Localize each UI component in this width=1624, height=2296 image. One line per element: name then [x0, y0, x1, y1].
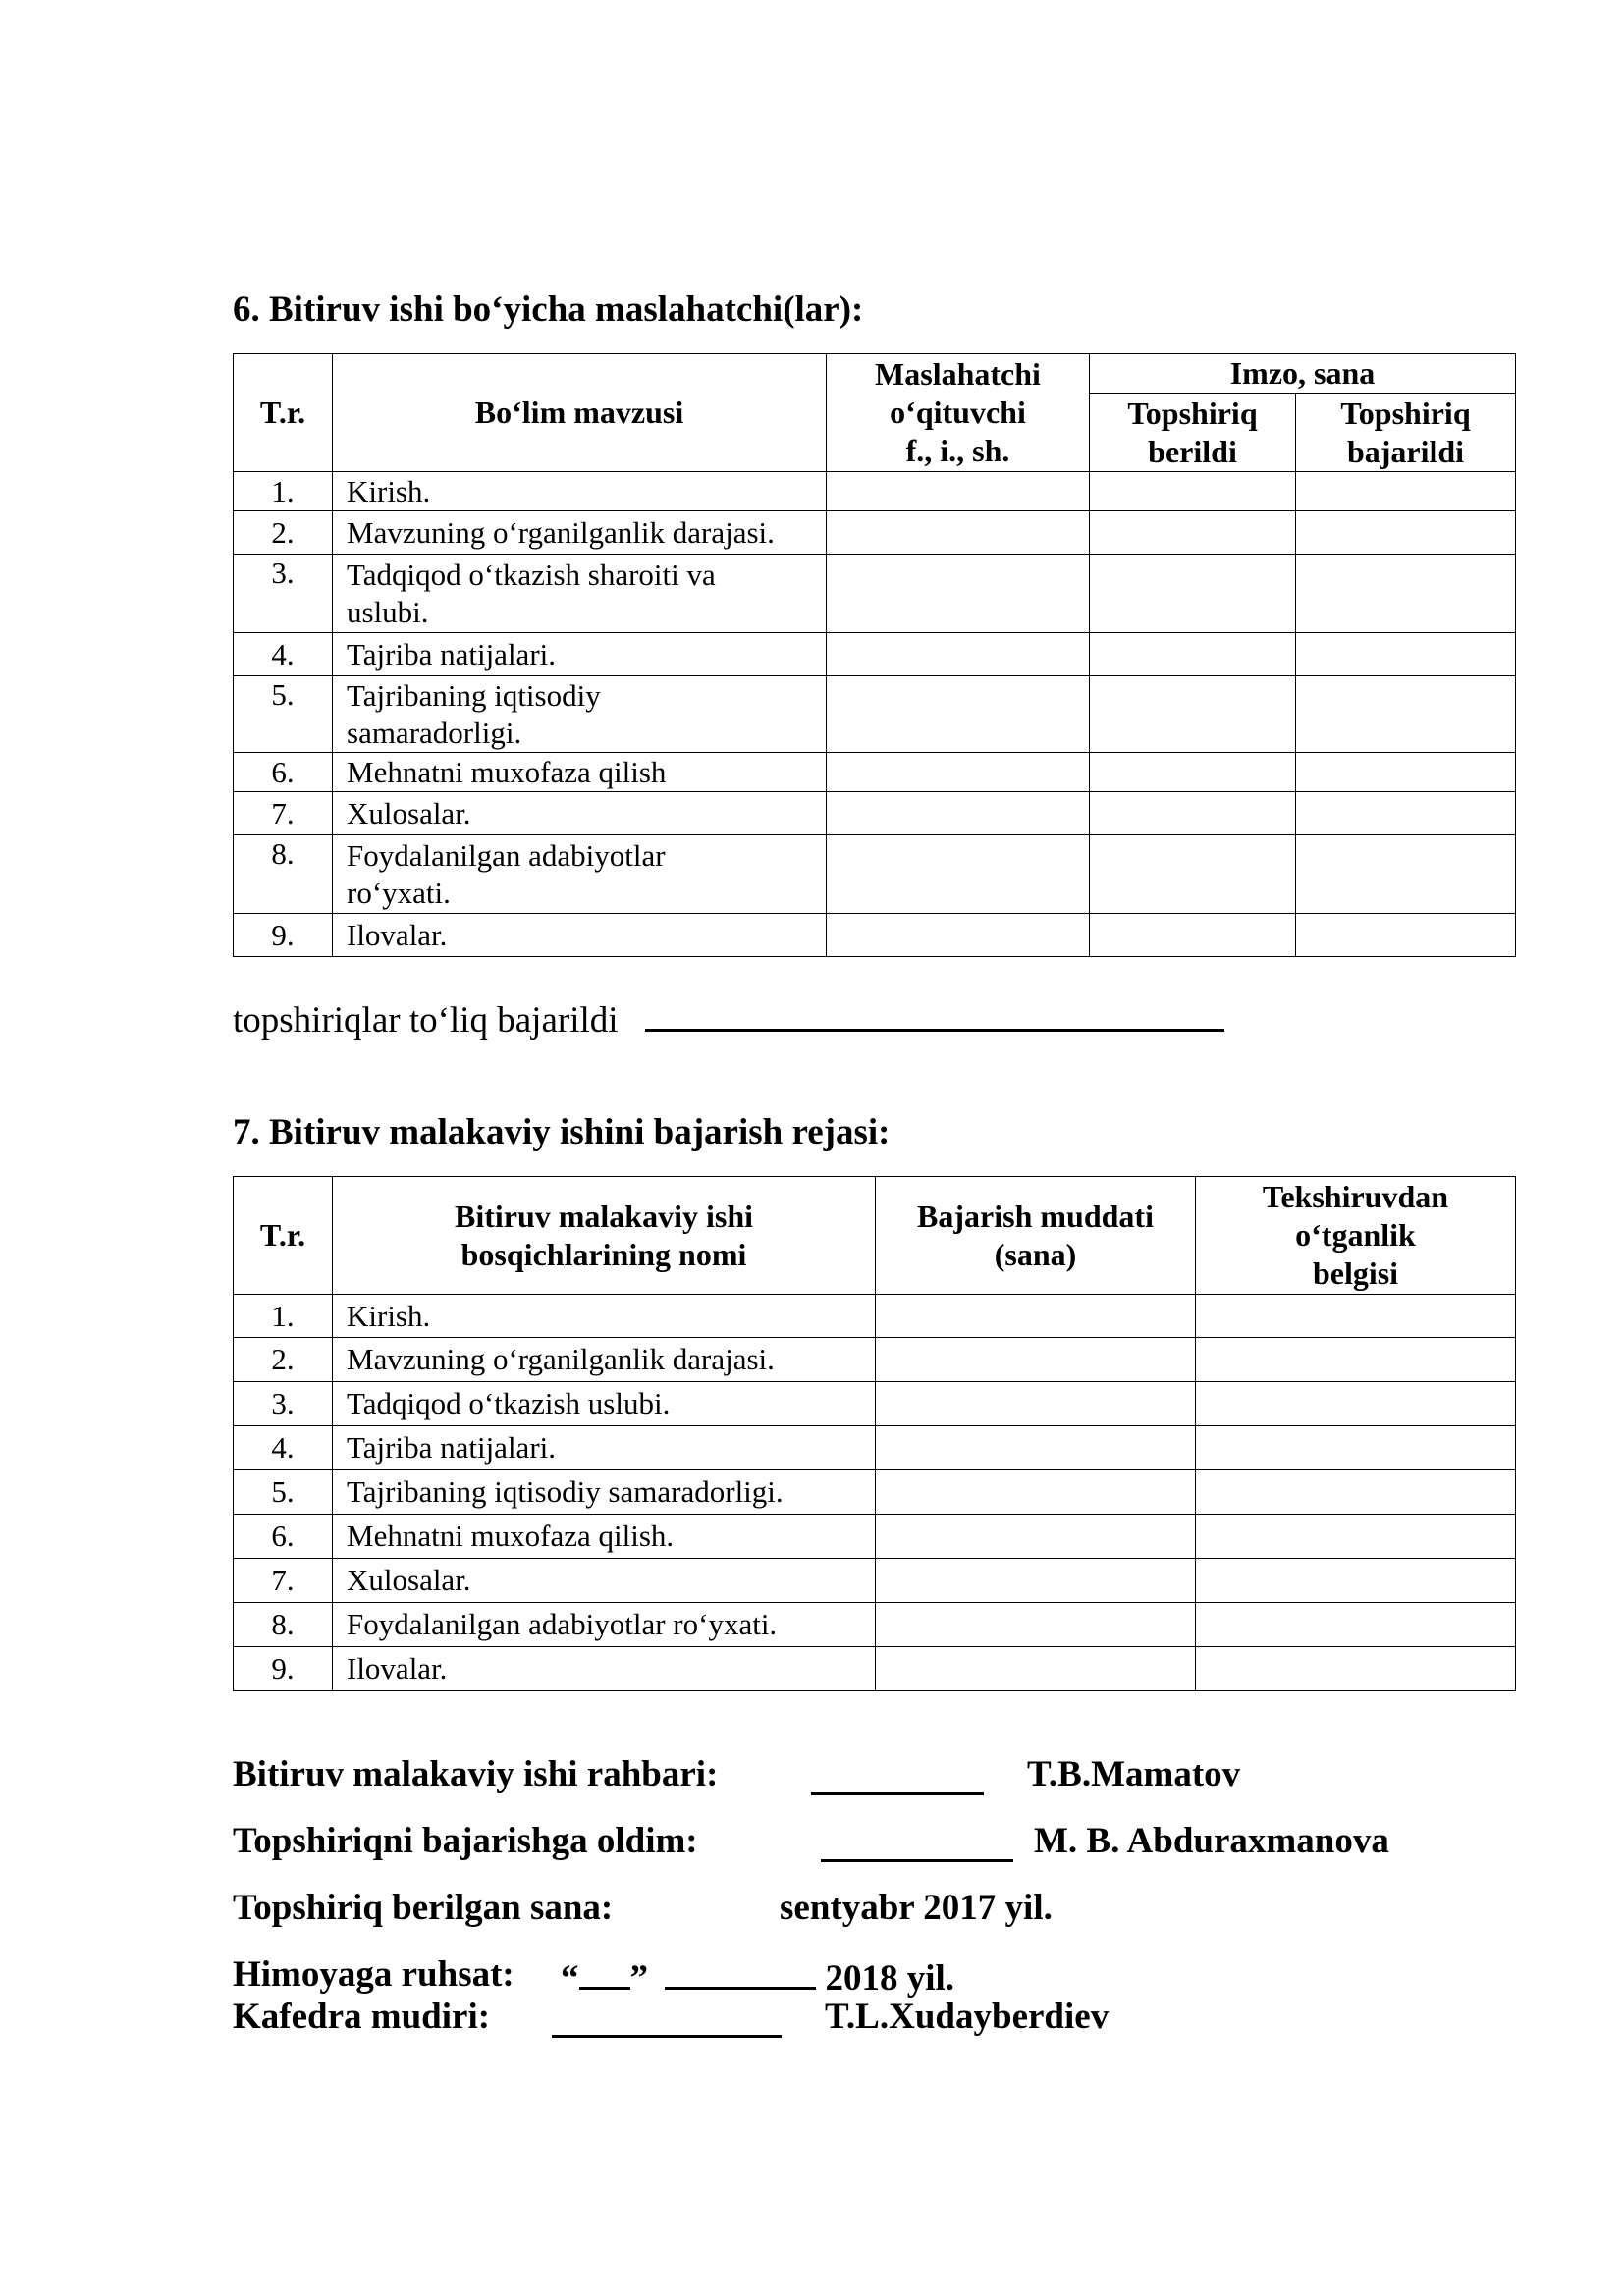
- row-topic-line: ro‘yxati.: [347, 875, 451, 910]
- deadline-cell[interactable]: [876, 1515, 1196, 1559]
- supervisor-signature-blank[interactable]: [811, 1753, 984, 1795]
- col-header-stage: [333, 1177, 876, 1295]
- row-topic: Kirish.: [333, 472, 827, 511]
- row-stage: Tadqiqod o‘tkazish uslubi.: [333, 1382, 876, 1426]
- given-cell[interactable]: [1090, 555, 1296, 633]
- row-topic: Ilovalar.: [333, 914, 827, 957]
- row-stage: Tajriba natijalari.: [333, 1426, 876, 1470]
- close-quote: ”: [629, 1958, 648, 1999]
- adviser-cell[interactable]: [827, 555, 1090, 633]
- defense-permission-label: Himoyaga ruhsat:: [233, 1954, 514, 1995]
- table-row: [234, 753, 1516, 792]
- supervisor-label: Bitiruv malakaviy ishi rahbari:: [233, 1754, 719, 1794]
- given-cell[interactable]: [1090, 835, 1296, 914]
- done-cell[interactable]: [1296, 835, 1516, 914]
- row-topic-line: Tadqiqod o‘tkazish sharoiti va: [347, 557, 716, 592]
- row-number: 8.: [234, 835, 333, 914]
- col-header-tr: T.r.: [234, 354, 333, 472]
- table-row: [234, 472, 1516, 511]
- col-header-topic: Bo‘lim mavzusi: [333, 354, 827, 472]
- stage-header-line: Bitiruv malakaviy ishi: [454, 1198, 754, 1234]
- done-cell[interactable]: [1296, 914, 1516, 957]
- row-topic: Tajriba natijalari.: [333, 633, 827, 676]
- done-cell[interactable]: [1296, 555, 1516, 633]
- table-row: [234, 792, 1516, 835]
- row-number: 7.: [234, 792, 333, 835]
- section-7-heading: 7. Bitiruv malakaviy ishini bajarish rejasi:: [233, 1112, 891, 1152]
- table-row: [234, 1603, 1516, 1647]
- open-quote: “: [561, 1958, 579, 1999]
- supervisor-name: T.B.Mamatov: [1027, 1754, 1241, 1794]
- deadline-cell[interactable]: [876, 1603, 1196, 1647]
- col-header-sign-date: Imzo, sana: [1090, 354, 1516, 394]
- row-stage: Kirish.: [333, 1295, 876, 1338]
- adviser-header-line: Maslahatchi: [875, 356, 1041, 392]
- table-row: [234, 914, 1516, 957]
- check-cell[interactable]: [1196, 1515, 1516, 1559]
- task-given-line: berildi: [1148, 433, 1237, 469]
- given-cell[interactable]: [1090, 472, 1296, 511]
- row-number: 6.: [234, 1515, 333, 1559]
- given-cell[interactable]: [1090, 914, 1296, 957]
- task-date-value: sentyabr 2017 yil.: [780, 1888, 1053, 1928]
- row-stage: Mehnatni muxofaza qilish.: [333, 1515, 876, 1559]
- deadline-cell[interactable]: [876, 1426, 1196, 1470]
- task-date-label: Topshiriq berilgan sana:: [233, 1888, 614, 1928]
- done-cell[interactable]: [1296, 633, 1516, 676]
- deadline-cell[interactable]: [876, 1338, 1196, 1382]
- table-row: [234, 1426, 1516, 1470]
- tasks-completed-line: [233, 999, 1224, 1042]
- student-label: Topshiriqni bajarishga oldim:: [233, 1821, 698, 1861]
- row-topic: Xulosalar.: [333, 792, 827, 835]
- department-head-label: Kafedra mudiri:: [233, 1997, 491, 2037]
- work-plan-header-row: [234, 1177, 1516, 1295]
- table-row: [234, 1559, 1516, 1603]
- col-header-deadline: [876, 1177, 1196, 1295]
- defense-month-blank[interactable]: [665, 1953, 816, 1990]
- row-stage: Foydalanilgan adabiyotlar ro‘yxati.: [333, 1603, 876, 1647]
- check-cell[interactable]: [1196, 1559, 1516, 1603]
- deadline-cell[interactable]: [876, 1647, 1196, 1691]
- col-header-task-given: [1090, 394, 1296, 472]
- row-topic-line: uslubi.: [347, 594, 429, 629]
- stage-header-line: bosqichlarining nomi: [460, 1236, 747, 1272]
- row-topic: Mehnatni muxofaza qilish: [333, 753, 827, 792]
- table-row: [234, 676, 1516, 753]
- department-head-name: T.L.Xudayberdiev: [825, 1997, 1110, 2037]
- deadline-cell[interactable]: [876, 1295, 1196, 1338]
- adviser-cell[interactable]: [827, 792, 1090, 835]
- work-plan-table: [233, 1176, 1516, 1691]
- table-row: [234, 1295, 1516, 1338]
- adviser-cell[interactable]: [827, 753, 1090, 792]
- row-number: 5.: [234, 1470, 333, 1515]
- table-row: [234, 555, 1516, 633]
- check-header-line: belgisi: [1312, 1255, 1399, 1291]
- row-number: 8.: [234, 1603, 333, 1647]
- table-row: [234, 1515, 1516, 1559]
- check-cell[interactable]: [1196, 1603, 1516, 1647]
- student-signature-blank[interactable]: [821, 1820, 1013, 1862]
- section-6-heading: 6. Bitiruv ishi bo‘yicha maslahatchi(lar):: [233, 290, 864, 330]
- student-name: M. B. Abduraxmanova: [1034, 1821, 1389, 1861]
- task-done-line: Topshiriq: [1340, 395, 1471, 431]
- check-header-line: o‘tganlik: [1295, 1217, 1416, 1253]
- defense-date-line: [561, 1953, 954, 2001]
- adviser-cell[interactable]: [827, 676, 1090, 753]
- row-topic-line: samaradorligi.: [347, 715, 522, 750]
- row-number: 3.: [234, 1382, 333, 1426]
- deadline-header-line: Bajarish muddati: [917, 1198, 1154, 1234]
- deadline-cell[interactable]: [876, 1470, 1196, 1515]
- row-topic: [333, 835, 827, 914]
- check-cell[interactable]: [1196, 1470, 1516, 1515]
- check-cell[interactable]: [1196, 1295, 1516, 1338]
- given-cell[interactable]: [1090, 633, 1296, 676]
- row-topic-line: Tajribaning iqtisodiy: [347, 677, 601, 713]
- done-cell[interactable]: [1296, 472, 1516, 511]
- check-cell[interactable]: [1196, 1338, 1516, 1382]
- check-header-line: Tekshiruvdan: [1262, 1179, 1449, 1214]
- col-header-task-done: [1296, 394, 1516, 472]
- row-number: 4.: [234, 1426, 333, 1470]
- row-number: 1.: [234, 472, 333, 511]
- table-row: [234, 835, 1516, 914]
- deadline-header-line: (sana): [994, 1236, 1077, 1272]
- adviser-header-line: o‘qituvchi: [890, 395, 1026, 430]
- advisers-header-row: [234, 354, 1516, 394]
- done-cell[interactable]: [1296, 792, 1516, 835]
- check-cell[interactable]: [1196, 1382, 1516, 1426]
- department-head-signature-blank[interactable]: [552, 1996, 782, 2038]
- row-number: 6.: [234, 753, 333, 792]
- adviser-cell[interactable]: [827, 633, 1090, 676]
- row-number: 1.: [234, 1295, 333, 1338]
- col-header-tr: T.r.: [234, 1177, 333, 1295]
- row-number: 3.: [234, 555, 333, 633]
- row-topic: [333, 555, 827, 633]
- tasks-completed-blank[interactable]: [645, 999, 1224, 1032]
- row-number: 2.: [234, 1338, 333, 1382]
- row-topic: Mavzuning o‘rganilganlik darajasi.: [333, 511, 827, 555]
- row-number: 9.: [234, 1647, 333, 1691]
- row-topic-line: Foydalanilgan adabiyotlar: [347, 837, 666, 873]
- advisers-table: [233, 353, 1516, 957]
- defense-year: 2018 yil.: [825, 1958, 955, 1999]
- row-stage: Xulosalar.: [333, 1559, 876, 1603]
- adviser-cell[interactable]: [827, 511, 1090, 555]
- col-header-check-mark: [1196, 1177, 1516, 1295]
- row-number: 4.: [234, 633, 333, 676]
- check-cell[interactable]: [1196, 1426, 1516, 1470]
- given-cell[interactable]: [1090, 792, 1296, 835]
- row-stage: Ilovalar.: [333, 1647, 876, 1691]
- check-cell[interactable]: [1196, 1647, 1516, 1691]
- table-row: [234, 1470, 1516, 1515]
- task-given-line: Topshiriq: [1127, 395, 1258, 431]
- table-row: [234, 633, 1516, 676]
- row-number: 7.: [234, 1559, 333, 1603]
- row-stage: Mavzuning o‘rganilganlik darajasi.: [333, 1338, 876, 1382]
- row-number: 9.: [234, 914, 333, 957]
- table-row: [234, 1338, 1516, 1382]
- table-row: [234, 1382, 1516, 1426]
- done-cell[interactable]: [1296, 753, 1516, 792]
- col-header-adviser: [827, 354, 1090, 472]
- adviser-cell[interactable]: [827, 472, 1090, 511]
- row-topic: [333, 676, 827, 753]
- done-cell[interactable]: [1296, 511, 1516, 555]
- table-row: [234, 511, 1516, 555]
- tasks-completed-label: topshiriqlar to‘liq bajarildi: [233, 1000, 619, 1041]
- deadline-cell[interactable]: [876, 1382, 1196, 1426]
- adviser-cell[interactable]: [827, 914, 1090, 957]
- task-done-line: bajarildi: [1346, 433, 1465, 469]
- adviser-cell[interactable]: [827, 835, 1090, 914]
- done-cell[interactable]: [1296, 676, 1516, 753]
- adviser-header-line: f., i., sh.: [905, 433, 1010, 468]
- table-row: [234, 1647, 1516, 1691]
- row-number: 5.: [234, 676, 333, 753]
- defense-day-blank[interactable]: [579, 1953, 630, 1990]
- given-cell[interactable]: [1090, 511, 1296, 555]
- given-cell[interactable]: [1090, 753, 1296, 792]
- given-cell[interactable]: [1090, 676, 1296, 753]
- row-number: 2.: [234, 511, 333, 555]
- row-stage: Tajribaning iqtisodiy samaradorligi.: [333, 1470, 876, 1515]
- deadline-cell[interactable]: [876, 1559, 1196, 1603]
